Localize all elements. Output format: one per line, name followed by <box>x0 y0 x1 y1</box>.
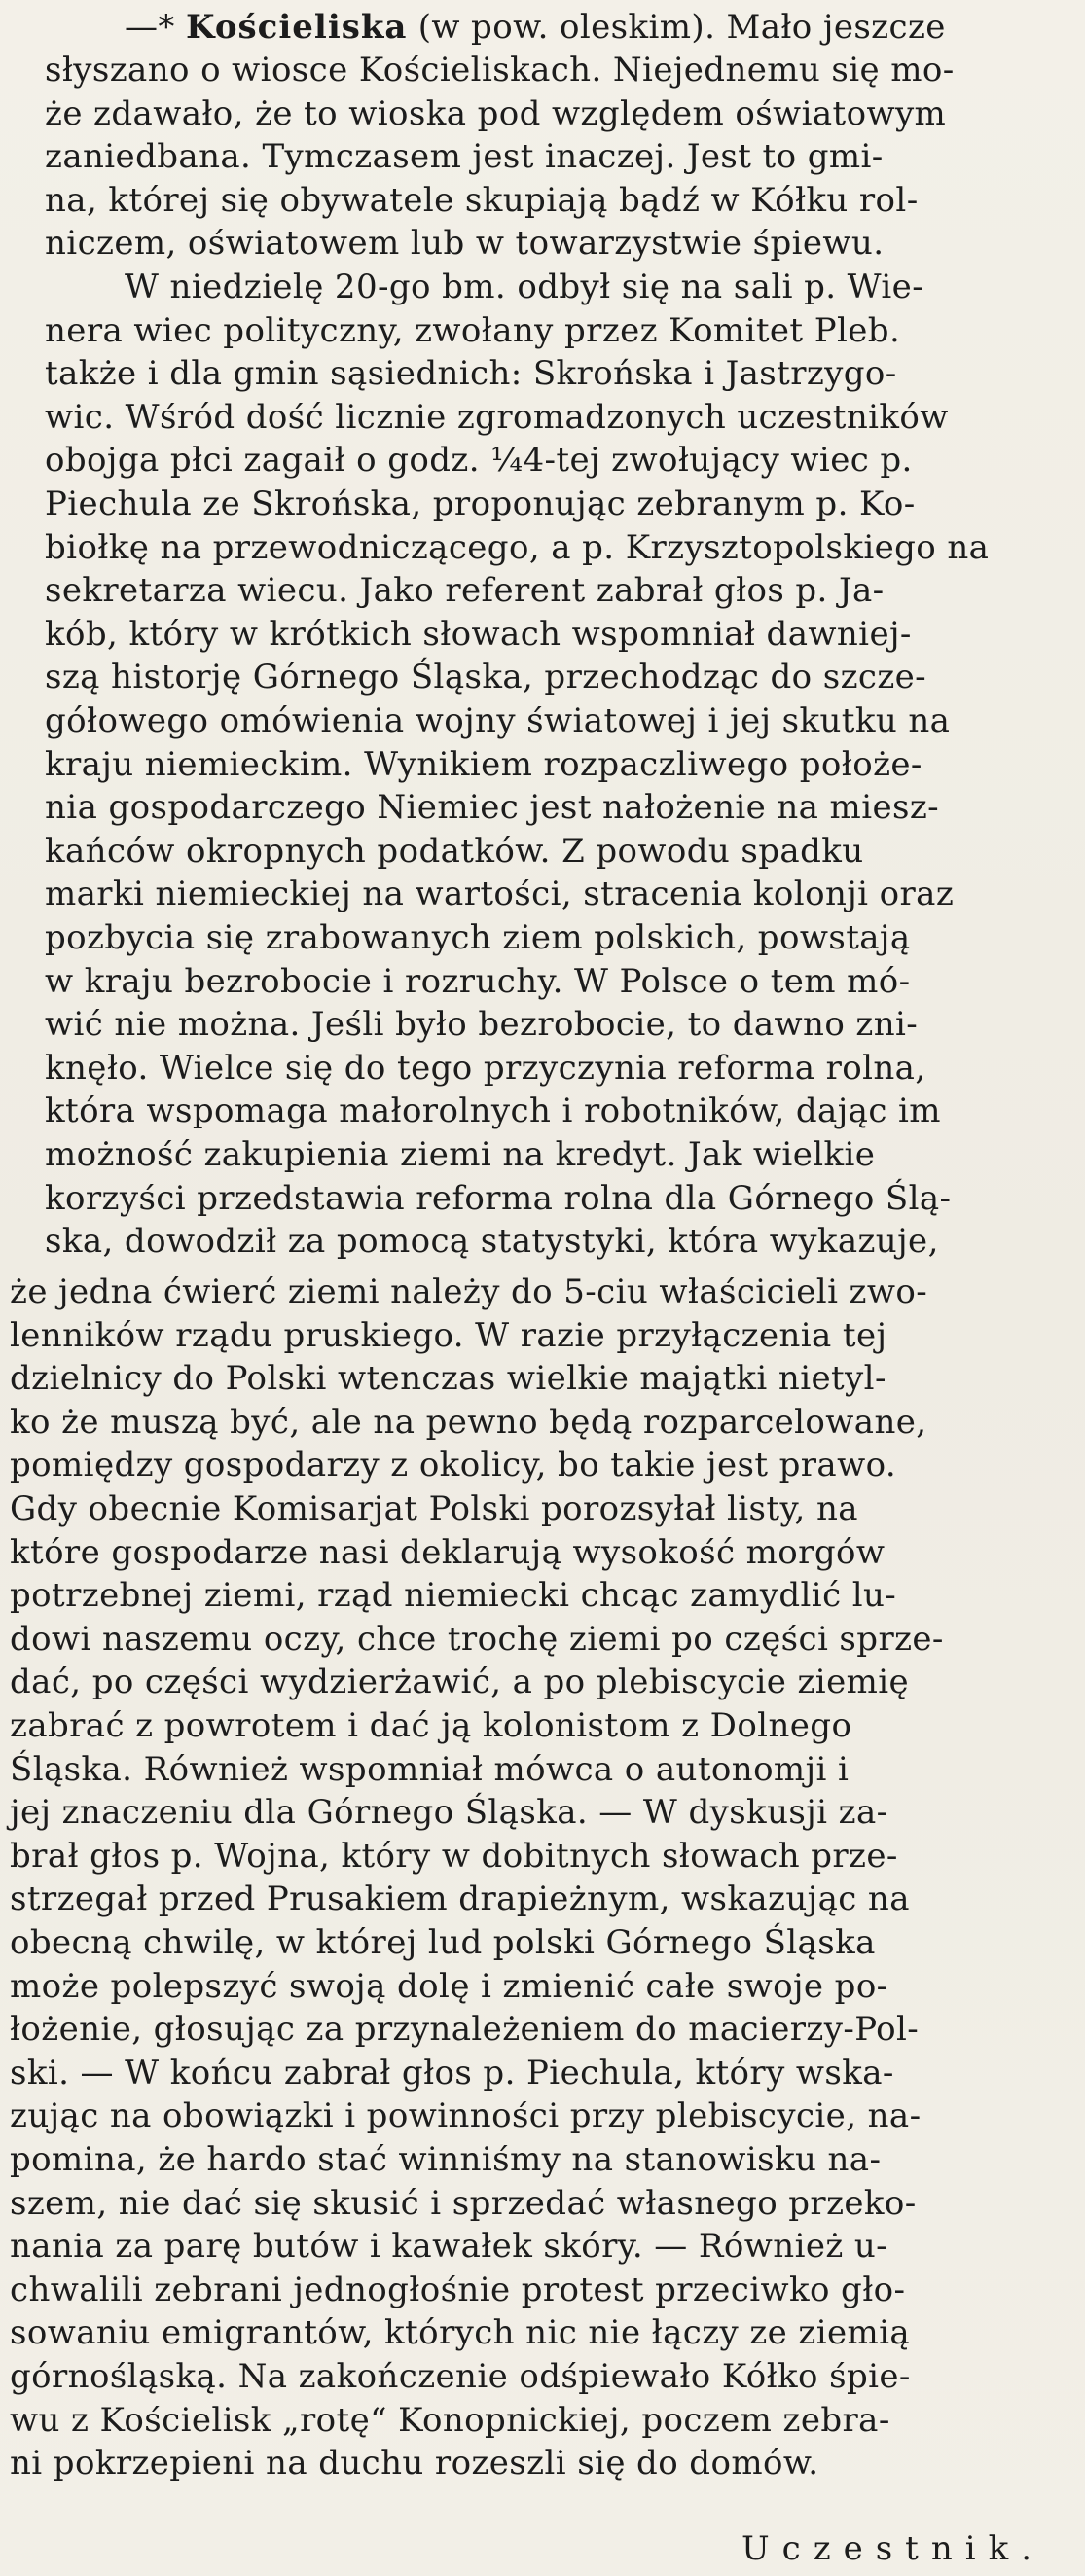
text-line: biołkę na przewodniczącego, a p. Krzysztopolskiego na <box>45 527 990 567</box>
text-line: potrzebnej ziemi, rząd niemiecki chcąc zamydlić lu- <box>10 1576 897 1616</box>
text-line: na, której się obywatele skupiają bądź w Kółku rol- <box>45 180 919 220</box>
text-line: szem, nie dać się skusić i sprzedać własnego przeko- <box>10 2183 917 2223</box>
text-line: która wspomaga małorolnych i robotników, dając im <box>45 1091 941 1131</box>
text-line: zaniedbana. Tymczasem jest inaczej. Jest to gmi- <box>45 137 884 177</box>
text-line: także i dla gmin sąsiednich: Skrońska i Jastrzygo- <box>45 354 897 394</box>
text-line: zabrać z powrotem i dać ją kolonistom z Dolnego <box>10 1706 852 1745</box>
text-line: knęło. Wielce się do tego przyczynia reforma rolna, <box>45 1048 926 1088</box>
text-line: kańców okropnych podatków. Z powodu spadku <box>45 831 864 871</box>
text-line: obecną chwilę, w której lud polski Górnego Śląska <box>10 1923 876 1962</box>
text-line: sowaniu emigrantów, których nic nie łączy ze ziemią <box>10 2313 911 2353</box>
article-first-line <box>125 6 946 49</box>
text-line: kraju niemieckim. Wynikiem rozpaczliwego położe- <box>45 744 922 784</box>
article-signature: Uczestnik. <box>741 2529 1045 2568</box>
text-line: korzyści przedstawia reforma rolna dla Górnego Ślą- <box>45 1178 952 1218</box>
text-line: pomina, że hardo stać winniśmy na stanowisku na- <box>10 2140 882 2179</box>
text-line: wu z Kościelisk „rotę“ Konopnickiej, poczem zebra- <box>10 2400 890 2440</box>
text-line: może polepszyć swoją dolę i zmienić całe swoje po- <box>10 1966 888 2006</box>
text-line: gółowego omówienia wojny światowej i jej skutku na <box>45 701 951 740</box>
text-line: słyszano o wiosce Kościeliskach. Niejednemu się mo- <box>45 51 955 89</box>
text-line: jej znaczeniu dla Górnego Śląska. — W dyskusji za- <box>10 1793 888 1833</box>
text-line: strzegał przed Prusakiem drapieżnym, wskazując na <box>10 1879 910 1919</box>
text-line: dowi naszemu oczy, chce trochę ziemi po części sprze- <box>10 1619 944 1659</box>
text-line: pozbycia się zrabowanych ziem polskich, powstają <box>45 918 911 957</box>
text-line: ko że muszą być, ale na pewno będą rozparcelowane, <box>10 1402 927 1442</box>
text-line: szą historję Górnego Śląska, przechodząc do szcze- <box>45 658 927 698</box>
text-line: pomiędzy gospodarzy z okolicy, bo takie jest prawo. <box>10 1446 897 1485</box>
text-line: górnośląską. Na zakończenie odśpiewało Kółko śpie- <box>10 2357 911 2396</box>
text-line: które gospodarze nasi deklarują wysokość morgów <box>10 1532 886 1572</box>
text-line: że jedna ćwierć ziemi należy do 5-ciu właścicieli zwo- <box>10 1272 928 1311</box>
text-line: ni pokrzepieni na duchu rozeszli się do domów. <box>10 2444 819 2484</box>
text-line: ska, dowodził za pomocą statystyki, która wykazuje, <box>45 1222 939 1262</box>
text-line: marki niemieckiej na wartości, stracenia kolonji oraz <box>45 875 955 914</box>
text-line: Śląska. Również wspomniał mówca o autonomji i <box>10 1749 850 1789</box>
text-line: sekretarza wiecu. Jako referent zabrał głos p. Ja- <box>45 571 885 611</box>
text-line: ski. — W końcu zabrał głos p. Piechula, który wska- <box>10 2053 894 2093</box>
first-line-text: (w pow. oleskim). Mało jeszcze <box>417 8 946 47</box>
text-line: wić nie można. Jeśli było bezrobocie, to dawno zni- <box>45 1005 919 1045</box>
text-line: niczem, oświatowem lub w towarzystwie śpiewu. <box>45 224 885 264</box>
text-line: chwalili zebrani jednogłośnie protest przeciwko gło- <box>10 2270 906 2309</box>
text-line: zując na obowiązki i powinności przy plebiscycie, na- <box>10 2096 922 2136</box>
text-line: wic. Wśród dość licznie zgromadzonych uczestników <box>45 397 949 437</box>
text-line: Piechula ze Skrońska, proponując zebranym p. Ko- <box>45 484 916 523</box>
column-gap <box>0 1235 1085 1255</box>
text-line: możność zakupienia ziemi na kredyt. Jak wielkie <box>45 1135 876 1174</box>
text-line: nia gospodarczego Niemiec jest nałożenie na miesz- <box>45 788 940 828</box>
text-line: brał głos p. Wojna, który w dobitnych słowach prze- <box>10 1836 898 1876</box>
text-line: w kraju bezrobocie i rozruchy. W Polsce o tem mó- <box>45 961 911 1001</box>
text-line: nania za parę butów i kawałek skóry. — Również u- <box>10 2227 888 2267</box>
text-line: Gdy obecnie Komisarjat Polski porozsyłał listy, na <box>10 1489 858 1528</box>
text-line: że zdawało, że to wioska pod względem oświatowym <box>45 93 947 133</box>
text-line: nera wiec polityczny, zwołany przez Komitet Pleb. <box>45 310 901 350</box>
text-line: dać, po części wydzierżawić, a po plebiscycie ziemię <box>10 1663 910 1702</box>
text-line: lenników rządu pruskiego. W razie przyłączenia tej <box>10 1315 887 1355</box>
text-line: W niedzielę 20-go bm. odbył się na sali p. Wie- <box>125 268 924 306</box>
text-line: kób, który w krótkich słowach wspomniał dawniej- <box>45 614 912 654</box>
text-line: dzielnicy do Polski wtenczas wielkie majątki nietyl- <box>10 1359 886 1399</box>
text-line: obojga płci zagaił o godz. ¼4-tej zwołujący wiec p. <box>45 441 913 481</box>
section-marker: —* <box>125 8 175 47</box>
article-headword: Kościeliska <box>186 8 408 47</box>
text-line: łożenie, głosując za przynależeniem do macierzy-Pol- <box>10 2010 920 2050</box>
